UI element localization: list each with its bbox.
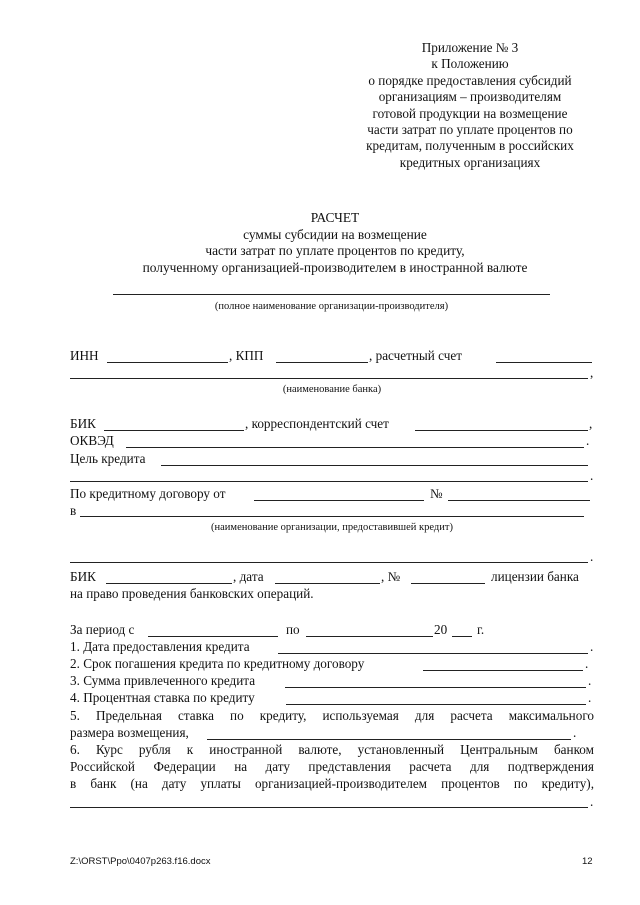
org-name-field[interactable] bbox=[113, 294, 550, 295]
title-heading: РАСЧЕТ bbox=[310, 210, 360, 225]
header-line: кредитных организациях bbox=[399, 154, 541, 170]
item-5-line2: размера возмещения, bbox=[70, 725, 189, 740]
item-4-field[interactable] bbox=[286, 704, 586, 705]
agreement-number-label: № bbox=[430, 486, 443, 501]
loan-purpose-field[interactable] bbox=[161, 465, 588, 466]
lender-in-label: в bbox=[70, 503, 77, 518]
item-6-line3: в банк (на дату уплаты организацией-производителем процентов по кредиту), bbox=[70, 776, 594, 791]
item-2-label: 2. Срок погашения кредита по кредитному договору bbox=[70, 656, 365, 671]
item-2-field[interactable] bbox=[423, 670, 583, 671]
okved-field[interactable] bbox=[126, 447, 584, 448]
bik2-field[interactable] bbox=[106, 583, 232, 584]
item-2-period: . bbox=[585, 656, 589, 671]
period-to-field[interactable] bbox=[306, 636, 433, 637]
license-date-field[interactable] bbox=[275, 583, 380, 584]
corr-account-field[interactable] bbox=[415, 430, 588, 431]
org-name-caption: (полное наименование организации-производителя) bbox=[214, 301, 449, 312]
footer-path: Z:\ORST\Ppo\0407p263.f16.docx bbox=[70, 856, 211, 867]
title-sub3: полученному организацией-производителем в иностранной валюте bbox=[142, 259, 528, 275]
title-sub1: суммы субсидии на возмещение bbox=[243, 226, 427, 242]
okved-period: . bbox=[586, 433, 590, 448]
header-line: кредитам, полученным в российских bbox=[366, 138, 574, 154]
lender-name-field-2[interactable] bbox=[70, 562, 588, 563]
item-3-field[interactable] bbox=[285, 687, 586, 688]
license-date-label: , дата bbox=[233, 569, 264, 584]
header-line: организациям – производителям bbox=[378, 89, 562, 105]
agreement-number-field[interactable] bbox=[448, 500, 590, 501]
item-6-line2: Российской Федерации на дату представления расчета для подтверждения bbox=[70, 759, 594, 774]
period-to-label: по bbox=[286, 622, 300, 637]
appendix-header bbox=[330, 40, 610, 171]
period-year-field[interactable] bbox=[452, 636, 472, 637]
inn-label: ИНН bbox=[70, 348, 99, 363]
item-4-period: . bbox=[588, 690, 592, 705]
header-line: Приложение № 3 bbox=[421, 40, 519, 55]
license-number-field[interactable] bbox=[411, 583, 485, 584]
loan-purpose-field-2[interactable] bbox=[70, 481, 588, 482]
period-year-prefix: 20 bbox=[434, 622, 448, 637]
okved-label: ОКВЭД bbox=[70, 433, 114, 448]
item-1-label: 1. Дата предоставления кредита bbox=[70, 639, 250, 654]
license-label: лицензии банка bbox=[491, 569, 579, 584]
title-sub2: части затрат по уплате процентов по кредиту, bbox=[205, 243, 465, 258]
bank-name-field[interactable] bbox=[70, 378, 588, 379]
bank-name-caption: (наименование банка) bbox=[282, 384, 382, 395]
item-1-field[interactable] bbox=[278, 653, 588, 654]
item-5-field[interactable] bbox=[207, 739, 571, 740]
lender-name-period: . bbox=[590, 549, 594, 564]
item-3-period: . bbox=[588, 673, 592, 688]
item-5-period: . bbox=[573, 725, 577, 740]
corr-account-label: , корреспондентский счет bbox=[245, 416, 389, 431]
item-1-period: . bbox=[590, 639, 594, 654]
item-5-line1: 5. Предельная ставка по кредиту, используемая для расчета максимального bbox=[70, 708, 594, 723]
item-3-label: 3. Сумма привлеченного кредита bbox=[70, 673, 256, 688]
item-4-label: 4. Процентная ставка по кредиту bbox=[70, 690, 255, 705]
lender-name-caption: (наименование организации, предоставившей кредит) bbox=[211, 522, 453, 533]
header-line: о порядке предоставления субсидий bbox=[368, 72, 572, 88]
bik-field[interactable] bbox=[104, 430, 244, 431]
item-6-period: . bbox=[590, 794, 594, 809]
kpp-label: , КПП bbox=[229, 348, 264, 363]
bank-name-comma: , bbox=[590, 365, 594, 380]
period-year-suffix: г. bbox=[477, 622, 485, 637]
header-line: готовой продукции на возмещение bbox=[372, 105, 568, 121]
agreement-date-field[interactable] bbox=[254, 500, 424, 501]
document-title bbox=[90, 210, 580, 276]
license-cont: на право проведения банковских операций. bbox=[70, 586, 314, 601]
account-field[interactable] bbox=[496, 362, 592, 363]
bik-label: БИК bbox=[70, 416, 96, 431]
loan-agreement-label: По кредитному договору от bbox=[70, 486, 226, 501]
page-number: 12 bbox=[582, 856, 593, 867]
bik2-label: БИК bbox=[70, 569, 96, 584]
period-from-field[interactable] bbox=[148, 636, 278, 637]
kpp-field[interactable] bbox=[276, 362, 368, 363]
inn-field[interactable] bbox=[107, 362, 228, 363]
header-line: к Положению bbox=[431, 56, 509, 72]
period-label: За период с bbox=[70, 622, 135, 637]
license-number-label: , № bbox=[381, 569, 401, 584]
item-6-line1: 6. Курс рубля к иностранной валюте, установленный Центральным банком bbox=[70, 742, 594, 757]
item-6-field[interactable] bbox=[70, 807, 588, 808]
account-label: , расчетный счет bbox=[369, 348, 462, 363]
header-line: части затрат по уплате процентов по bbox=[367, 122, 573, 138]
loan-purpose-period: . bbox=[590, 468, 594, 483]
lender-name-field[interactable] bbox=[80, 516, 584, 517]
loan-purpose-label: Цель кредита bbox=[70, 451, 146, 466]
corr-account-comma: , bbox=[589, 416, 593, 431]
